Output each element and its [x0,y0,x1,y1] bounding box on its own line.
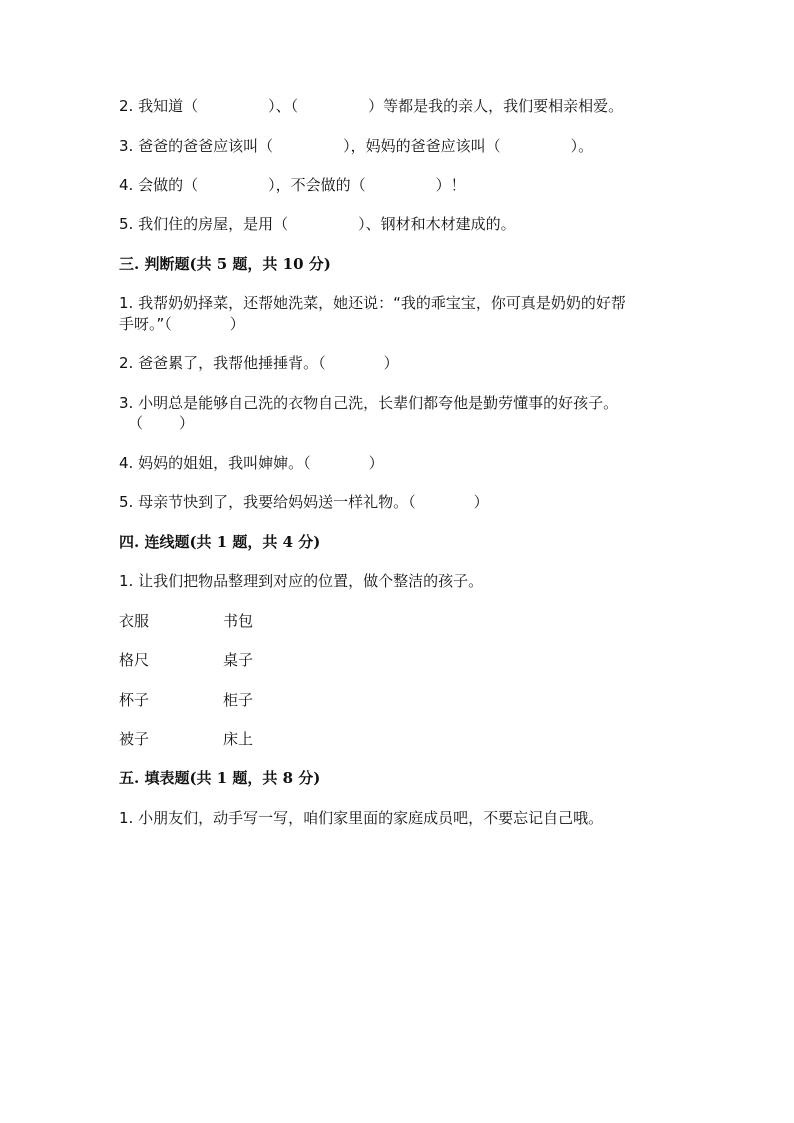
judgment-q3-open: （ [128,414,144,432]
fill-q4-text-c: ）！ [435,176,466,194]
judgment-q5-close: ） [473,493,489,511]
matching-right-item[interactable]: 书包 [223,612,254,630]
matching-question-1: 1. 让我们把物品整理到对应的位置，做个整洁的孩子。 [119,572,484,590]
matching-left-item[interactable]: 衣服 [119,612,150,630]
matching-right-item[interactable]: 柜子 [223,691,254,709]
section-heading-matching: 四. 连线题(共 1 题，共 4 分) [119,533,321,551]
section-heading-judgment: 三. 判断题(共 5 题，共 10 分) [119,255,331,273]
fill-question-3 [119,136,593,156]
fill-question-2 [119,96,623,116]
judgment-q4-close: ） [368,454,384,472]
matching-right-item[interactable]: 桌子 [223,651,254,669]
judgment-q4-text: 4. 妈妈的姐姐，我叫婶婶。（ [119,454,311,472]
judgment-question-3-line1: 3. 小明总是能够自己洗的衣物自己洗，长辈们都夸他是勤劳懂事的好孩子。 [119,394,619,412]
judgment-question-5 [119,492,489,512]
matching-left-item[interactable]: 格尺 [119,651,150,669]
fill-q2-text-b: ）、（ [268,97,299,115]
judgment-question-1-line2 [119,314,245,334]
table-question-1: 1. 小朋友们，动手写一写，咱们家里面的家庭成员吧，不要忘记自己哦。 [119,809,604,827]
judgment-q1-close: ） [229,315,245,333]
fill-q2-text-c: ）等都是我的亲人，我们要相亲相爱。 [368,97,624,115]
fill-question-5 [119,214,516,234]
matching-left-item[interactable]: 杯子 [119,691,150,709]
fill-q5-text-a: 5. 我们住的房屋，是用（ [119,215,289,233]
judgment-q2-text: 2. 爸爸累了，我帮他捶捶背。（ [119,354,326,372]
fill-q4-text-b: ），不会做的（ [268,176,366,194]
judgment-question-3-line2 [128,413,194,433]
judgment-q5-text: 5. 母亲节快到了，我要给妈妈送一样礼物。（ [119,493,416,511]
fill-q3-text-b: ），妈妈的爸爸应该叫（ [343,137,501,155]
judgment-q3-close: ） [179,414,195,432]
fill-q5-text-b: ）、钢材和木材建成的。 [358,215,516,233]
matching-left-item[interactable]: 被子 [119,730,150,748]
judgment-question-1-line1: 1. 我帮奶奶择菜，还帮她洗菜，她还说：“我的乖宝宝，你可真是奶奶的好帮 [119,294,626,312]
fill-q4-text-a: 4. 会做的（ [119,176,199,194]
matching-right-item[interactable]: 床上 [223,730,254,748]
fill-q2-text-a: 2. 我知道（ [119,97,199,115]
judgment-question-2 [119,353,399,373]
judgment-question-4 [119,453,384,473]
judgment-q1-text: 手呀。”（ [119,315,172,333]
judgment-q2-close: ） [383,354,399,372]
fill-question-4 [119,175,466,195]
fill-q3-text-c: ）。 [570,137,594,155]
section-heading-table: 五. 填表题(共 1 题，共 8 分) [119,769,321,787]
fill-q3-text-a: 3. 爸爸的爸爸应该叫（ [119,137,274,155]
